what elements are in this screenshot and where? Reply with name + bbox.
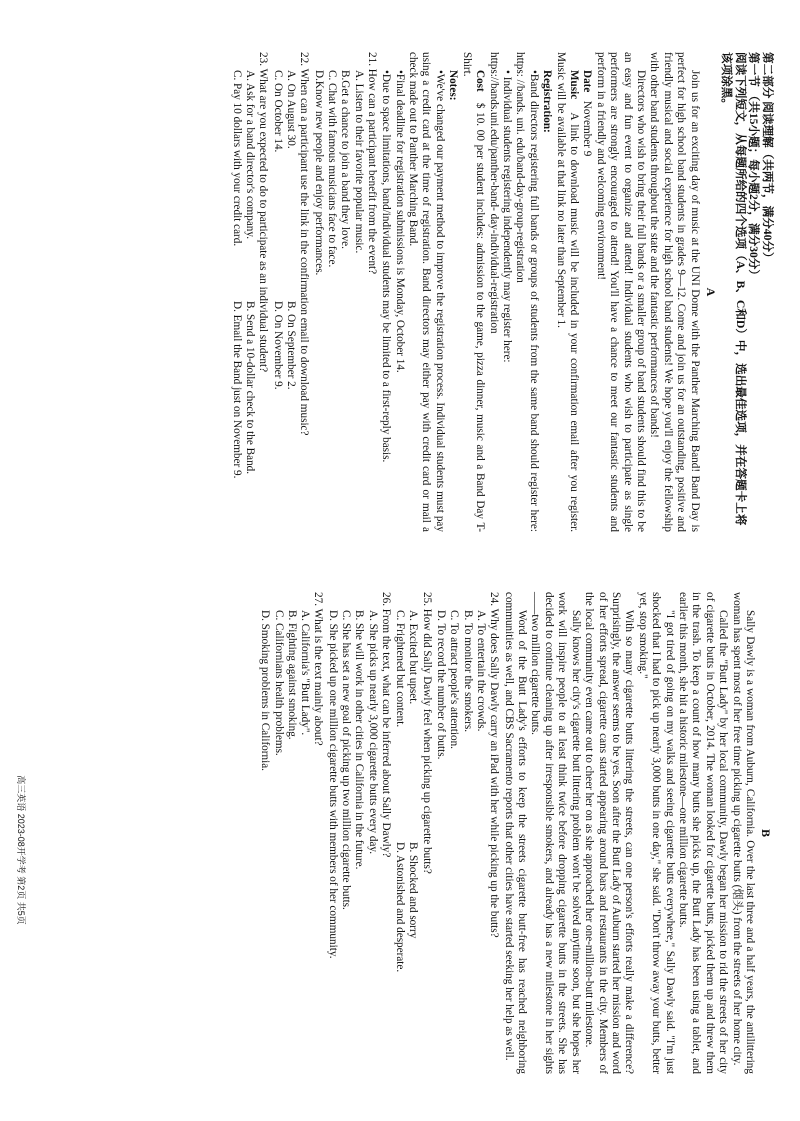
question-stem: 23. What are you expected to do to participate as an individual student?: [257, 52, 270, 373]
cost-value: $ 10. 00 per student includes: admission to the game, pizza dinner, music and a Band Day T-Shirt.: [460, 52, 487, 532]
answer-option[interactable]: C. Frightened but content.: [394, 610, 407, 728]
right-column: [258, 592, 774, 1074]
answer-option[interactable]: C. On October 14.: [271, 70, 284, 153]
part-heading: 第二部分 阅读理解（共两节，满分40分）: [761, 52, 774, 264]
answer-option[interactable]: C. Californians health problems.: [272, 610, 285, 756]
music-label: Music: [567, 70, 580, 100]
section-heading: 第一节 （共15小题；每小题2分，满分30分）: [747, 52, 761, 281]
answer-option[interactable]: B. She will work in other cities in California in the future.: [353, 610, 366, 870]
answer-option[interactable]: C. She has set a new goal of picking up two million cigarette butts.: [340, 610, 353, 910]
note-item: •We've changed our payment method to improve the registration process. Individual students must pay using a credit card at the time of registration. Band directors may either pay with credit card or mail a check made out to Panther Marching Band.: [407, 52, 446, 532]
date-label: Date: [581, 70, 594, 93]
cost-line: [459, 52, 486, 532]
answer-option[interactable]: A. California's "Butt Lady".: [299, 610, 312, 736]
registration-individual: • Individual students registering independently may register here:: [500, 70, 513, 363]
music-line: [553, 52, 580, 532]
answer-option[interactable]: A. Listen to their favorite popular music.: [352, 70, 365, 254]
question-25: [393, 592, 433, 1074]
cost-label: Cost: [474, 70, 487, 92]
option-row: [393, 610, 406, 1074]
date-value: November 9: [581, 100, 594, 157]
answer-option[interactable]: D. On November 9.: [271, 301, 284, 390]
option-row: [230, 70, 243, 532]
question-stem: 25. How did Sally Dawly feel when picking up cigarette butts?: [420, 592, 433, 874]
passage-a-paragraph: Join us for an exciting day of music at the UNI Dome with the Panther Marching Band! Band Day is perfect for high school band students in grades 9—12. Come and join us for an outstanding, positive and friendly musical and social experience for high school band students! We hope you'll enjoy the fellowship with other band students throughout the state and the fantastic performances of bands!: [648, 52, 701, 532]
option-row: [243, 70, 256, 532]
passage-a-paragraph: Directors who wish to bring their full bands or a smaller group of band students should find this to be an easy and fun event to organize and attend! Individual students who wish to participate as single performers are strongly encouraged to attend! You'll have a chance to meet our fantastic students and perform in a friendly and welcoming environment!: [594, 52, 647, 532]
answer-option[interactable]: D. To record the number of butts.: [435, 610, 448, 760]
question-stem: 27. What is the text mainly about?: [312, 592, 325, 746]
answer-option[interactable]: A. She picks up nearly 3,000 cigarette butts every day.: [366, 610, 379, 855]
answer-option[interactable]: A. Ask for a band director's company.: [244, 70, 257, 240]
note-item: •Final deadline for registration submissions is Monday, October 14.: [393, 70, 406, 373]
answer-option[interactable]: C. Chat with famous musicians face to face.: [325, 70, 338, 268]
answer-option[interactable]: D. She picked up one million cigarette butts with members of her community.: [326, 610, 339, 959]
answer-option[interactable]: B. To monitor the smokers.: [461, 610, 474, 733]
passage-a-label: A: [703, 287, 718, 297]
question-27: [258, 592, 324, 1074]
option-row: [406, 610, 419, 1074]
option-row: [271, 70, 284, 532]
question-stem: 21. How can a participant benefit from the event?: [365, 52, 378, 275]
answer-option[interactable]: A. To entertain the crowds.: [474, 610, 487, 732]
question-stem: 24. Why does Sally Dawly carry an iPad with her while picking up the butts?: [488, 592, 501, 938]
registration-label: Registration:: [541, 70, 554, 133]
answer-option[interactable]: B. On September 2.: [285, 301, 298, 390]
question-26: [325, 592, 391, 1074]
answer-option[interactable]: D.Know new people and enjoy performances.: [312, 70, 325, 276]
passage-b-paragraph: "I got tired of going on my walks and seeing cigarette butts everywhere," Sally Dawly said. "I'm just shocked that I had to pick up nearly 3,000 butts in one day," she said. "Don't throw away your butts, better yet, stop smoking.": [636, 592, 676, 1074]
date-line: [580, 52, 593, 532]
question-24: [434, 592, 500, 1074]
question-22: [271, 52, 311, 532]
registration-group: •Band directors registering full bands or groups of students from the same band should register here: https: //bands. uni. edu/band-day-group-registration: [514, 52, 540, 532]
left-column: [230, 52, 774, 532]
answer-option[interactable]: B. Send a 10-dollar check to the Band.: [244, 301, 257, 475]
instruction-text: 阅读下列短文，从每题所给的四个选项（A、B、C和D）中，选出最佳选项，并在答题卡上将该项涂黑。: [720, 52, 747, 526]
answer-option[interactable]: B. Fighting against smoking.: [285, 610, 298, 740]
answer-option[interactable]: B.Get a chance to join a band they love.: [339, 70, 352, 249]
answer-option[interactable]: D. Astonished and desperate.: [394, 842, 407, 973]
answer-option[interactable]: A. Excited but upset.: [407, 610, 420, 705]
passage-b-paragraph: With so many cigarette butts littering the streets, can one person's efforts really make a difference? Surprisingly, the answer seems to be yes. Soon after the Butt Lady of Auburn started her mission and word of her efforts spread, cigarette cans started appearing around bars and restaurants in the city. Members of the local community even came out to cheer her on as she approached her one-million-butt milestone.: [583, 592, 636, 1074]
answer-option[interactable]: B. Shocked and sorry: [407, 842, 420, 939]
passage-b-paragraph: Word of the Butt Lady's efforts to keep the streets cigarette butt-free has reached neighboring communities as well, and CBS Sacramento reports that other cities have started seeking her help as well.: [502, 592, 529, 1074]
passage-b-paragraph: Sally knows her city's cigarette butt littering problem won't be solved anytime soon, but she hopes her work will inspire people to at least think twice before dropping cigarette butts in the streets. She has decided to continue cleaning up after irresponsible smokers, and already has a new milestone in her sights——two million cigarette butts.: [529, 592, 582, 1074]
answer-option[interactable]: A. On August 30.: [285, 70, 298, 149]
answer-option[interactable]: C. Pay 10 dollars with your credit card.: [230, 70, 243, 247]
passage-b-paragraph: Called the "Butt Lady" by her local community, Dawly began her mission to rid the streets of her city of cigarette butts in October, 2014. The woman looked for cigarette butts, picked them up and threw them in the trash. To keep a count of how many butts she picks up, the Butt Lady has been using a tablet, and earlier this month, she hit a historic milestone—one million cigarette butts.: [676, 592, 730, 1074]
answer-option[interactable]: C. To attract people's attention.: [448, 610, 461, 749]
option-row: [284, 70, 297, 532]
question-23: [230, 52, 270, 532]
answer-option[interactable]: D. Email the Band just on November 9.: [230, 301, 243, 479]
notes-label: Notes:: [447, 70, 460, 101]
note-item: •Due to space limitations, band/individual students may be limited to a first-reply basis.: [380, 70, 393, 463]
question-stem: 26. From the text, what can be inferred about Sally Dawly?: [379, 592, 392, 858]
question-21: [311, 52, 377, 532]
music-value: A link to download music will be included in your confirmation email after you register. Music will be available at that link no later than September 1.: [554, 52, 580, 532]
question-stem: 22. When can a participant use the link in the confirmation email to download music?: [298, 52, 311, 436]
passage-b-label: B: [759, 828, 773, 837]
answer-option[interactable]: D. Smoking problems in California.: [259, 610, 272, 771]
registration-individual-url: https://bands.uni.edu/panther-band- day-individual-registration: [487, 52, 500, 334]
page-footer: 高三英语 2023-08开学考 第2页 共5页: [16, 775, 26, 925]
passage-b-paragraph: Sally Dawly is a woman from Auburn, California. Over the last three and a half years, the antilittering woman has spent most of her free time picking up cigarette butts (烟头) from the streets of her home city.: [730, 592, 756, 1074]
